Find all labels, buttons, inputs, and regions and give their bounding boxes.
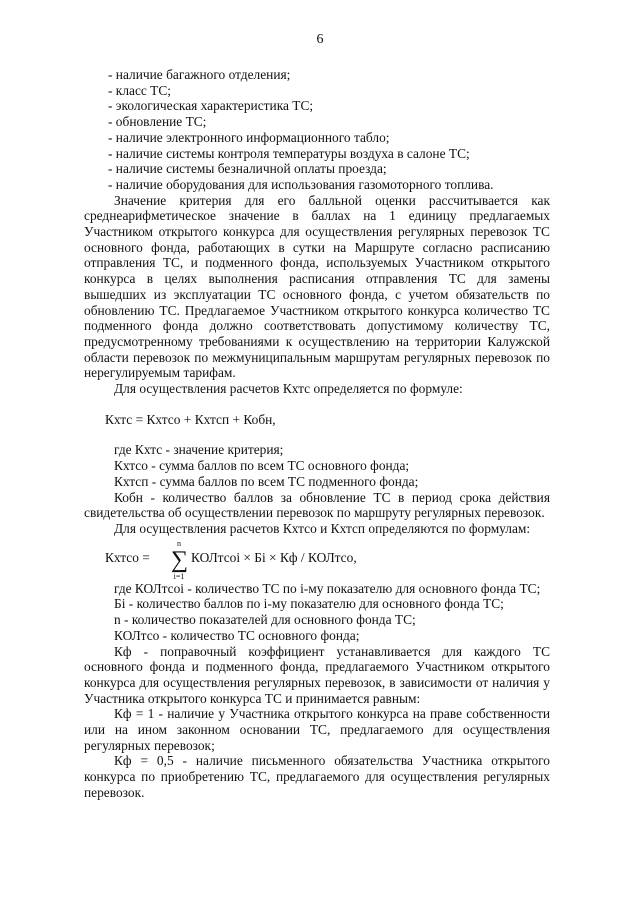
page-content xyxy=(84,67,550,801)
definition-kxtso: Кхтсо - сумма баллов по всем ТС основного фонда; xyxy=(114,458,410,474)
paragraph-criterion-value: Значение критерия для его балльной оценки рассчитывается как среднеарифметическое значение в баллах на 1 единицу предлагаемых Участником открытого конкурса для осуществления регулярных перевозок ТС основного фонда, работающих в сутки на Маршруте согласно расписанию отправления ТС, и подменного фонда, используемых Участником открытого конкурса в целях выполнения расписания отправления ТС для замены вышедших из эксплуатации ТС основного фонда, с учетом обязательств по обновлению ТС. Предлагаемое Участником открытого конкурса количество ТС подменного фонда должно соответствовать допустимому количеству ТС, предусмотренному требованиями к осуществлению на территории Калужской области перевозок по межмуниципальным маршрутам регулярных перевозок по нерегулируемым тарифам. xyxy=(84,192,550,381)
criteria-list xyxy=(84,67,550,193)
definition-koltso: КОЛтсо - количество ТС основного фонда; xyxy=(114,627,360,643)
intro-formula-2: Для осуществления расчетов Кхтсо и Кхтсп определяются по формулам: xyxy=(114,520,531,536)
summation-symbol xyxy=(171,539,187,581)
formula-left-side: Кхтсо = xyxy=(105,549,150,565)
list-item: - наличие оборудования для использования газомоторного топлива. xyxy=(108,176,494,192)
kf-value-05: Кф = 0,5 - наличие письменного обязательства Участника открытого конкурса по приобретению ТС, предлагаемого для осуществления регулярных перевозок. xyxy=(84,753,550,800)
page-number: 6 xyxy=(316,32,324,47)
definition-kxtsp: Кхтсп - сумма баллов по всем ТС подменного фонда; xyxy=(114,473,419,489)
intro-formula-1: Для осуществления расчетов Кхтс определяется по формуле: xyxy=(114,381,463,397)
formula-kxts: Кхтс = Кхтсо + Кхтсп + Кобн, xyxy=(105,411,276,427)
list-item: - наличие системы безналичной оплаты проезда; xyxy=(108,161,387,177)
formula-kxtso xyxy=(84,537,550,581)
formula-right-side: КОЛтсоi × Бi × Кф / КОЛтсо, xyxy=(191,549,357,565)
sum-upper-limit: n xyxy=(177,538,181,548)
definition-koltsoi: где КОЛтсоi - количество ТС по i-му показателю для основного фонда ТС; xyxy=(114,580,541,596)
definition-kf: Кф - поправочный коэффициент устанавливается для каждого ТС основного фонда и подменного фонда, предлагаемого Участником открытого конкурса для осуществления регулярных перевозок, в зависимости от наличия у Участника открытого конкурса ТС и принимается равным: xyxy=(84,643,550,706)
list-item: - обновление ТС; xyxy=(108,114,207,130)
list-item: - наличие багажного отделения; xyxy=(108,67,291,82)
definition-kxts: где Кхтс - значение критерия; xyxy=(114,442,284,458)
list-item: - наличие системы контроля температуры воздуха в салоне ТС; xyxy=(108,145,470,161)
list-item: - наличие электронного информационного табло; xyxy=(108,129,390,145)
sum-lower-limit: i=1 xyxy=(173,571,185,581)
definition-bi: Бi - количество баллов по i-му показателю для основного фонда ТС; xyxy=(114,596,504,612)
definition-n: n - количество показателей для основного фонда ТС; xyxy=(114,612,416,628)
definition-kobn: Кобн - количество баллов за обновление ТС в период срока действия свидетельства об осуществлении перевозок по маршруту регулярных перевозок. xyxy=(84,489,550,521)
sigma-icon: ∑ xyxy=(171,546,189,573)
list-item: - экологическая характеристика ТС; xyxy=(108,98,314,114)
kf-value-1: Кф = 1 - наличие у Участника открытого конкурса на праве собственности или на ином законном основании ТС, предлагаемого для осуществления регулярных перевозок; xyxy=(84,706,550,753)
list-item: - класс ТС; xyxy=(108,82,172,98)
